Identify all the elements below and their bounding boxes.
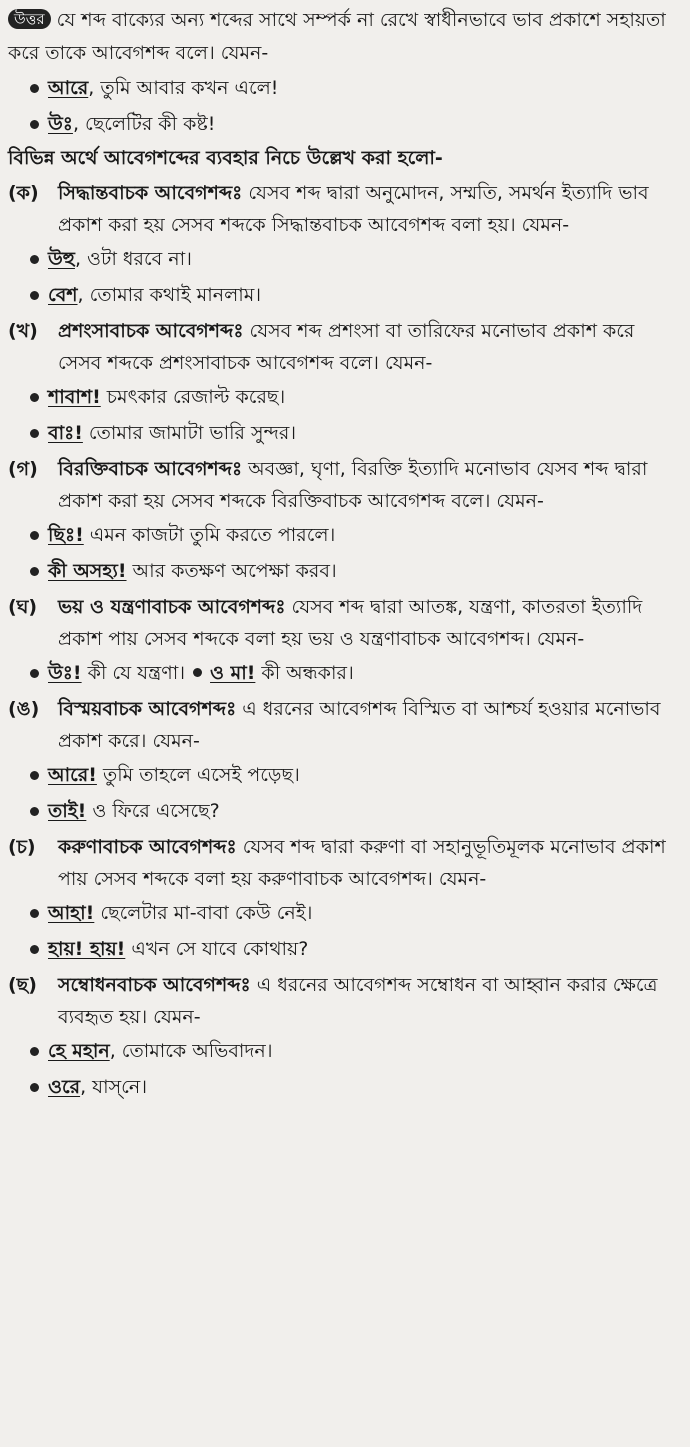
section-title: সিদ্ধান্তবাচক আবেগশব্দঃ — [58, 182, 243, 204]
section-title: সম্বোধনবাচক আবেগশব্দঃ — [58, 974, 251, 996]
bullet-icon — [30, 771, 39, 780]
bullet-icon — [30, 531, 39, 540]
bullet-icon — [30, 807, 39, 816]
bullet-icon — [30, 255, 39, 264]
interjection-word: উঃ! — [48, 662, 82, 684]
interjection-word: শাবাশ! — [48, 386, 101, 408]
interjection-word: তাই! — [48, 800, 87, 822]
section-chha — [8, 969, 682, 1033]
example-text: , ছেলেটির কী কষ্ট! — [72, 113, 216, 135]
interjection-word: হায়! হায়! — [48, 938, 126, 960]
interjection-word: উহু — [48, 248, 75, 270]
interjection-word: উঃ — [48, 113, 73, 135]
section-body: এ ধরনের আবেগশব্দ বিস্মিত বা আশ্চর্য হওয়ার মনোভাব প্রকাশ করে। যেমন- — [58, 698, 661, 752]
interjection-word: কী অসহ্য! — [48, 560, 127, 582]
section-body: অবজ্ঞা, ঘৃণা, বিরক্তি ইত্যাদি মনোভাব যেসব শব্দ দ্বারা প্রকাশ করা হয় সেসব শব্দকে বিরক্তিবাচক আবেগশব্দ বলে। যেমন- — [58, 458, 648, 512]
section-gha — [8, 591, 682, 655]
section-label: (ঘ) — [8, 596, 38, 618]
intro-paragraph — [8, 4, 682, 70]
section-body: যেসব শব্দ দ্বারা অনুমোদন, সম্মতি, সমর্থন ইত্যাদি ভাব প্রকাশ করা হয় সেসব শব্দকে সিদ্ধান্তবাচক আবেগশব্দ বলা হয়। যেমন- — [58, 182, 649, 236]
list-item — [8, 793, 682, 829]
section-body: যেসব শব্দ প্রশংসা বা তারিফের মনোভাব প্রকাশ করে সেসব শব্দকে প্রশংসাবাচক আবেগশব্দ বলে। যেমন- — [58, 320, 635, 374]
section-label: (ক) — [8, 182, 39, 204]
bullet-icon — [30, 291, 39, 300]
interjection-word: হে মহান — [48, 1040, 110, 1062]
section-body: যেসব শব্দ দ্বারা আতঙ্ক, যন্ত্রণা, কাতরতা ইত্যাদি প্রকাশ পায় সেসব শব্দকে বলা হয় ভয় ও যন্ত্রণাবাচক আবেগশব্দ। যেমন- — [58, 596, 643, 650]
section-label: (ছ) — [8, 974, 37, 996]
list-item — [8, 241, 682, 277]
section-body: যেসব শব্দ দ্বারা করুণা বা সহানুভূতিমূলক মনোভাব প্রকাশ পায় সেসব শব্দকে বলা হয় করুণাবাচক আবেগশব্দ। যেমন- — [58, 836, 666, 890]
section-label: (ঙ) — [8, 698, 40, 720]
section-title: করুণাবাচক আবেগশব্দঃ — [58, 836, 237, 858]
bullet-icon — [30, 84, 39, 93]
list-item — [8, 1069, 682, 1105]
section-ka — [8, 177, 682, 241]
bullet-icon — [30, 909, 39, 918]
interjection-word: আরে! — [48, 764, 97, 786]
answer-badge: উত্তর — [8, 9, 51, 29]
list-item — [8, 415, 682, 451]
example-text: ও ফিরে এসেছে? — [86, 800, 220, 822]
bullet-icon — [30, 1047, 39, 1056]
section-nga — [8, 693, 682, 757]
bullet-icon — [193, 668, 202, 677]
section-label: (খ) — [8, 320, 38, 342]
section-title: প্রশংসাবাচক আবেগশব্দঃ — [58, 320, 244, 342]
example-text: , ওটা ধরবে না। — [74, 248, 192, 270]
example-text: এখন সে যাবে কোথায়? — [125, 938, 309, 960]
section-label: (গ) — [8, 458, 38, 480]
interjection-word: আরে — [48, 77, 89, 99]
bullet-icon — [30, 567, 39, 576]
interjection-word: ছিঃ! — [48, 524, 84, 546]
interjection-word: ও মা! — [210, 662, 256, 684]
section-title: বিস্ময়বাচক আবেগশব্দঃ — [58, 698, 237, 720]
list-item — [8, 553, 682, 589]
interjection-word: ওরে — [48, 1076, 81, 1098]
example-text: কী অন্ধকার। — [255, 662, 354, 684]
example-text: আর কতক্ষণ অপেক্ষা করব। — [126, 560, 337, 582]
example-text: চমৎকার রেজাল্ট করেছ। — [100, 386, 286, 408]
list-item — [8, 655, 682, 691]
section-body: এ ধরনের আবেগশব্দ সম্বোধন বা আহ্বান করার ক্ষেত্রে ব্যবহৃত হয়। যেমন- — [58, 974, 658, 1028]
bullet-icon — [30, 1083, 39, 1092]
example-text: ছেলেটার মা-বাবা কেউ নেই। — [94, 902, 313, 924]
example-text: , তোমার কথাই মানলাম। — [77, 284, 262, 306]
interjection-word: বাঃ! — [48, 422, 83, 444]
list-item — [8, 277, 682, 313]
bullet-icon — [30, 429, 39, 438]
example-text: এমন কাজটা তুমি করতে পারলে। — [83, 524, 336, 546]
example-text: কী যে যন্ত্রণা। — [81, 662, 186, 684]
section-label: (চ) — [8, 836, 36, 858]
list-item — [8, 757, 682, 793]
example-text: , তুমি আবার কখন এলে! — [88, 77, 279, 99]
example-text: , যাস্‌নে। — [80, 1076, 148, 1098]
bullet-icon — [30, 393, 39, 402]
list-item — [8, 70, 682, 106]
section-kha — [8, 315, 682, 379]
example-text: , তোমাকে অভিবাদন। — [109, 1040, 273, 1062]
list-item — [8, 106, 682, 142]
section-heading: বিভিন্ন অর্থে আবেগশব্দের ব্যবহার নিচে উল্লেখ করা হলো- — [8, 147, 443, 169]
bullet-icon — [30, 669, 39, 678]
list-item — [8, 517, 682, 553]
section-cha — [8, 831, 682, 895]
section-ga — [8, 453, 682, 517]
list-item — [8, 895, 682, 931]
interjection-word: বেশ — [48, 284, 78, 306]
section-title: বিরক্তিবাচক আবেগশব্দঃ — [58, 458, 243, 480]
list-item — [8, 1033, 682, 1069]
bullet-icon — [30, 945, 39, 954]
interjection-word: আহা! — [48, 902, 95, 924]
example-text: তোমার জামাটা ভারি সুন্দর। — [82, 422, 297, 444]
intro-text: যে শব্দ বাক্যের অন্য শব্দের সাথে সম্পর্ক না রেখে স্বাধীনভাবে ভাব প্রকাশে সহায়তা করে তাকে আবেগশব্দ বলে। যেমন- — [8, 9, 666, 64]
bullet-icon — [30, 120, 39, 129]
list-item — [8, 379, 682, 415]
example-text: তুমি তাহলে এসেই পড়েছ। — [96, 764, 300, 786]
section-title: ভয় ও যন্ত্রণাবাচক আবেগশব্দঃ — [58, 596, 286, 618]
list-item — [8, 931, 682, 967]
